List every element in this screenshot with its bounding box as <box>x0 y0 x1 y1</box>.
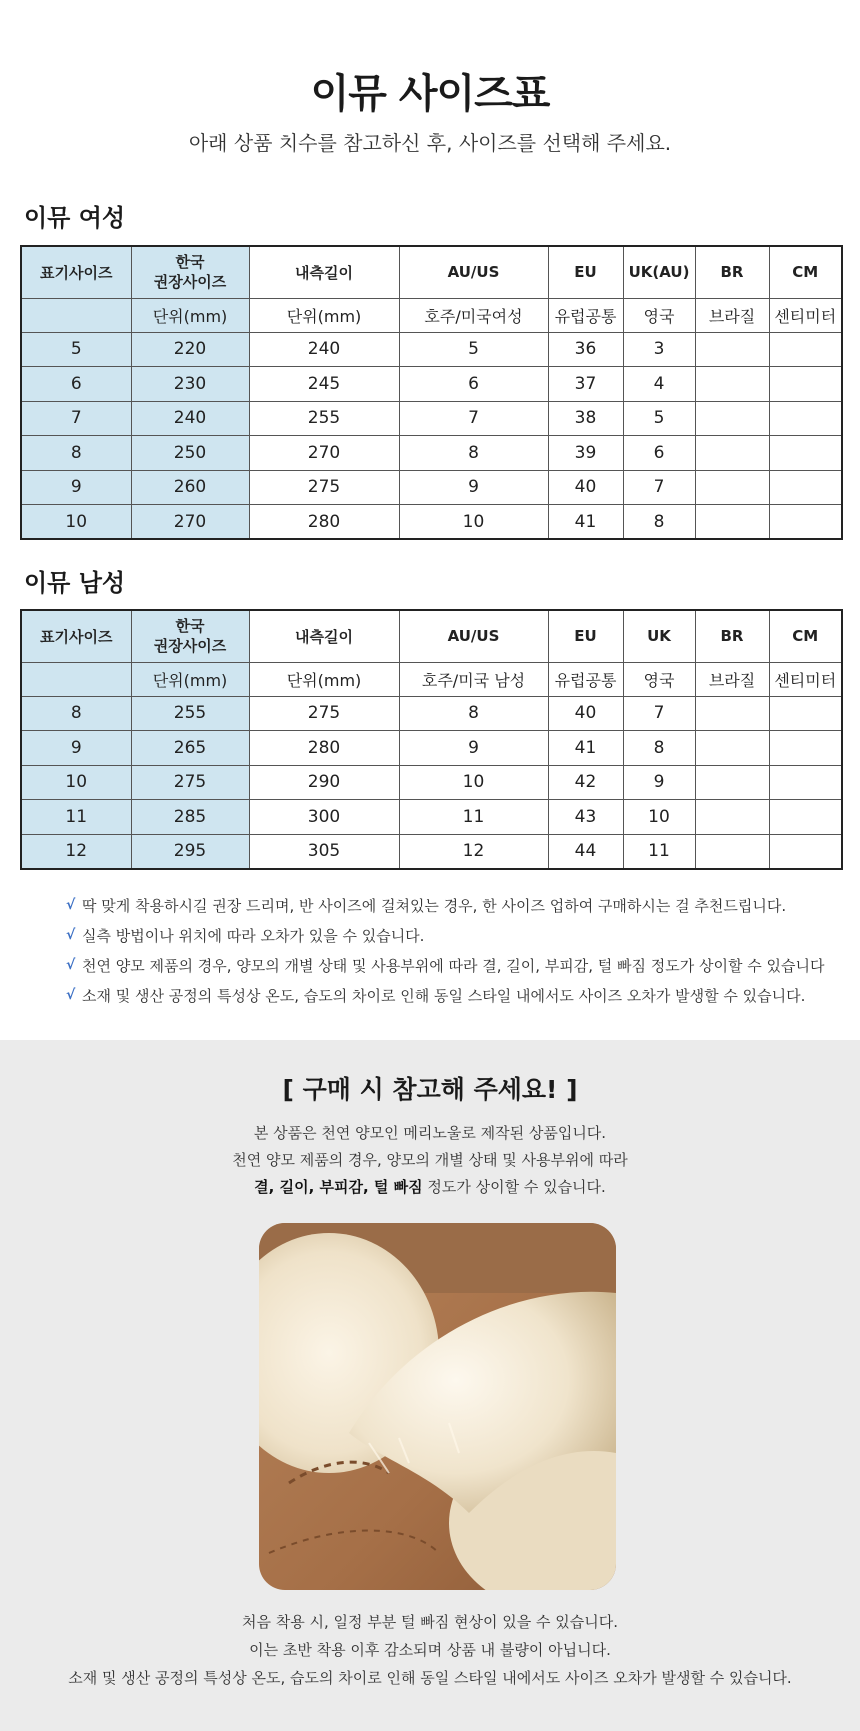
note-item <box>66 920 846 950</box>
table-cell: 40 <box>548 696 623 731</box>
table-cell: 9 <box>623 765 695 800</box>
table-cell: 245 <box>249 367 399 402</box>
table-cell: 센티미터 <box>769 298 842 332</box>
note-text: 실측 방법이나 위치에 따라 오차가 있을 수 있습니다. <box>82 926 425 945</box>
page-subtitle: 아래 상품 치수를 참고하신 후, 사이즈를 선택해 주세요. <box>188 131 672 155</box>
table-cell: 7 <box>399 401 548 436</box>
notice-line <box>0 1174 860 1201</box>
purchase-notice-text <box>0 1120 860 1201</box>
table-cell: 11 <box>399 800 548 835</box>
table-cell: 5 <box>399 332 548 367</box>
table-cell: 255 <box>249 401 399 436</box>
table-header-row <box>21 610 842 662</box>
table-cell: CM <box>769 610 842 662</box>
table-cell: 브라질 <box>695 662 769 696</box>
table-cell: EU <box>548 610 623 662</box>
table-row <box>21 800 842 835</box>
notice-rest: 정도가 상이할 수 있습니다. <box>422 1178 606 1196</box>
table-cell: 9 <box>399 731 548 766</box>
table-cell <box>695 470 769 505</box>
table-cell: 5 <box>21 332 131 367</box>
table-cell <box>695 765 769 800</box>
table-cell: 36 <box>548 332 623 367</box>
page-title: 이뮤 사이즈표 <box>310 71 550 117</box>
table-row <box>21 367 842 402</box>
table-cell <box>769 834 842 869</box>
table-cell: 44 <box>548 834 623 869</box>
table-cell: 8 <box>21 436 131 471</box>
table-cell: 단위(mm) <box>131 298 249 332</box>
table-cell: 7 <box>623 470 695 505</box>
table-cell <box>769 367 842 402</box>
women-section-title: 이뮤 여성 <box>24 204 126 232</box>
table-cell: 7 <box>623 696 695 731</box>
table-cell <box>769 505 842 540</box>
table-cell: 12 <box>399 834 548 869</box>
table-row <box>21 731 842 766</box>
table-cell <box>769 332 842 367</box>
table-row <box>21 696 842 731</box>
men-section-title: 이뮤 남성 <box>24 569 126 597</box>
check-icon: √ <box>66 927 76 943</box>
table-cell: 10 <box>623 800 695 835</box>
table-row <box>21 834 842 869</box>
table-cell: 295 <box>131 834 249 869</box>
table-cell: 내측길이 <box>249 610 399 662</box>
table-cell <box>695 696 769 731</box>
table-cell: 270 <box>131 505 249 540</box>
table-cell: 8 <box>623 731 695 766</box>
table-cell <box>769 731 842 766</box>
table-row <box>21 765 842 800</box>
table-cell: UK(AU) <box>623 246 695 298</box>
table-cell <box>769 436 842 471</box>
table-cell <box>695 367 769 402</box>
table-cell <box>695 332 769 367</box>
table-cell: 230 <box>131 367 249 402</box>
notice-line: 본 상품은 천연 양모인 메리노울로 제작된 상품입니다. <box>253 1124 607 1142</box>
table-cell: 300 <box>249 800 399 835</box>
table-unit-row <box>21 662 842 696</box>
table-cell: 37 <box>548 367 623 402</box>
table-cell <box>695 731 769 766</box>
table-cell: 280 <box>249 505 399 540</box>
table-cell <box>769 800 842 835</box>
table-cell <box>695 436 769 471</box>
check-icon: √ <box>66 987 76 1003</box>
table-cell: 41 <box>548 505 623 540</box>
table-cell: 호주/미국여성 <box>399 298 548 332</box>
note-text: 딱 맞게 착용하시길 권장 드리며, 반 사이즈에 걸쳐있는 경우, 한 사이즈 업하여 구매하시는 걸 추천드립니다. <box>82 896 787 915</box>
table-cell: 5 <box>623 401 695 436</box>
table-cell: 8 <box>399 696 548 731</box>
notes-list <box>66 890 846 1010</box>
table-cell: 285 <box>131 800 249 835</box>
note-text: 천연 양모 제품의 경우, 양모의 개별 상태 및 사용부위에 따라 결, 길이, 부피감, 털 빠짐 정도가 상이할 수 있습니다 <box>82 956 825 975</box>
table-cell: 6 <box>21 367 131 402</box>
table-cell: 220 <box>131 332 249 367</box>
table-cell: 11 <box>21 800 131 835</box>
table-cell: 40 <box>548 470 623 505</box>
table-cell: 275 <box>249 696 399 731</box>
table-cell: 275 <box>131 765 249 800</box>
table-cell: 42 <box>548 765 623 800</box>
table-cell: 표기사이즈 <box>21 246 131 298</box>
check-icon: √ <box>66 957 76 973</box>
table-cell: 단위(mm) <box>131 662 249 696</box>
table-cell: 41 <box>548 731 623 766</box>
table-cell: 38 <box>548 401 623 436</box>
table-cell: 305 <box>249 834 399 869</box>
table-cell: 43 <box>548 800 623 835</box>
table-unit-row <box>21 298 842 332</box>
table-row <box>21 332 842 367</box>
table-cell: 39 <box>548 436 623 471</box>
table-cell: 7 <box>21 401 131 436</box>
table-cell <box>21 662 131 696</box>
table-cell: 8 <box>399 436 548 471</box>
table-cell: 290 <box>249 765 399 800</box>
table-cell: AU/US <box>399 610 548 662</box>
table-cell: EU <box>548 246 623 298</box>
footer-line: 소재 및 생산 공정의 특성상 온도, 습도의 차이로 인해 동일 스타일 내에서도 사이즈 오차가 발생할 수 있습니다. <box>68 1669 792 1687</box>
table-cell <box>695 401 769 436</box>
table-cell: 단위(mm) <box>249 662 399 696</box>
table-cell: CM <box>769 246 842 298</box>
table-cell: 240 <box>249 332 399 367</box>
table-cell: 유럽공통 <box>548 298 623 332</box>
table-cell: 단위(mm) <box>249 298 399 332</box>
table-header-row <box>21 246 842 298</box>
table-cell: 10 <box>399 765 548 800</box>
table-cell: 내측길이 <box>249 246 399 298</box>
table-cell: 4 <box>623 367 695 402</box>
table-cell: 260 <box>131 470 249 505</box>
table-row <box>21 401 842 436</box>
table-cell: 250 <box>131 436 249 471</box>
table-cell <box>695 505 769 540</box>
table-cell: 10 <box>399 505 548 540</box>
table-cell: 6 <box>623 436 695 471</box>
table-cell: 영국 <box>623 662 695 696</box>
table-cell: 3 <box>623 332 695 367</box>
table-cell: 265 <box>131 731 249 766</box>
table-cell: 10 <box>21 505 131 540</box>
purchase-notice-title: [ 구매 시 참고해 주세요! ] <box>282 1075 578 1104</box>
table-row <box>21 470 842 505</box>
table-cell: 9 <box>21 731 131 766</box>
table-cell: 11 <box>623 834 695 869</box>
wool-closeup-photo <box>259 1223 616 1590</box>
table-cell: 센티미터 <box>769 662 842 696</box>
table-cell: AU/US <box>399 246 548 298</box>
table-cell: 255 <box>131 696 249 731</box>
table-cell: 280 <box>249 731 399 766</box>
table-cell: 유럽공통 <box>548 662 623 696</box>
table-cell: 8 <box>623 505 695 540</box>
table-cell: 9 <box>21 470 131 505</box>
table-cell: 표기사이즈 <box>21 610 131 662</box>
note-text: 소재 및 생산 공정의 특성상 온도, 습도의 차이로 인해 동일 스타일 내에서도 사이즈 오차가 발생할 수 있습니다. <box>82 986 806 1005</box>
table-cell <box>695 800 769 835</box>
footer-line: 처음 착용 시, 일정 부분 털 빠짐 현상이 있을 수 있습니다. <box>242 1613 618 1631</box>
table-cell <box>695 834 769 869</box>
table-cell <box>21 298 131 332</box>
note-item <box>66 890 846 920</box>
table-row <box>21 436 842 471</box>
table-cell: 275 <box>249 470 399 505</box>
notice-line: 천연 양모 제품의 경우, 양모의 개별 상태 및 사용부위에 따라 <box>232 1151 628 1169</box>
table-cell: 10 <box>21 765 131 800</box>
table-cell <box>769 470 842 505</box>
table-cell: UK <box>623 610 695 662</box>
table-cell: BR <box>695 246 769 298</box>
note-item <box>66 980 846 1010</box>
table-cell: 한국 권장사이즈 <box>131 246 249 298</box>
table-cell: 8 <box>21 696 131 731</box>
table-cell: 270 <box>249 436 399 471</box>
purchase-footer-text <box>0 1608 860 1692</box>
table-cell: 12 <box>21 834 131 869</box>
table-cell: 호주/미국 남성 <box>399 662 548 696</box>
table-cell <box>769 765 842 800</box>
table-cell: 브라질 <box>695 298 769 332</box>
table-cell: 240 <box>131 401 249 436</box>
men-size-table <box>20 609 843 870</box>
notice-bold: 결, 길이, 부피감, 털 빠짐 <box>254 1178 423 1196</box>
purchase-notice-section <box>0 1040 860 1731</box>
footer-line: 이는 초반 착용 이후 감소되며 상품 내 불량이 아닙니다. <box>249 1641 611 1659</box>
table-cell <box>769 696 842 731</box>
table-row <box>21 505 842 540</box>
table-cell <box>769 401 842 436</box>
table-cell: 6 <box>399 367 548 402</box>
note-item <box>66 950 846 980</box>
table-cell: 한국 권장사이즈 <box>131 610 249 662</box>
table-cell: BR <box>695 610 769 662</box>
table-cell: 영국 <box>623 298 695 332</box>
women-size-table <box>20 245 843 540</box>
table-cell: 9 <box>399 470 548 505</box>
check-icon: √ <box>66 897 76 913</box>
